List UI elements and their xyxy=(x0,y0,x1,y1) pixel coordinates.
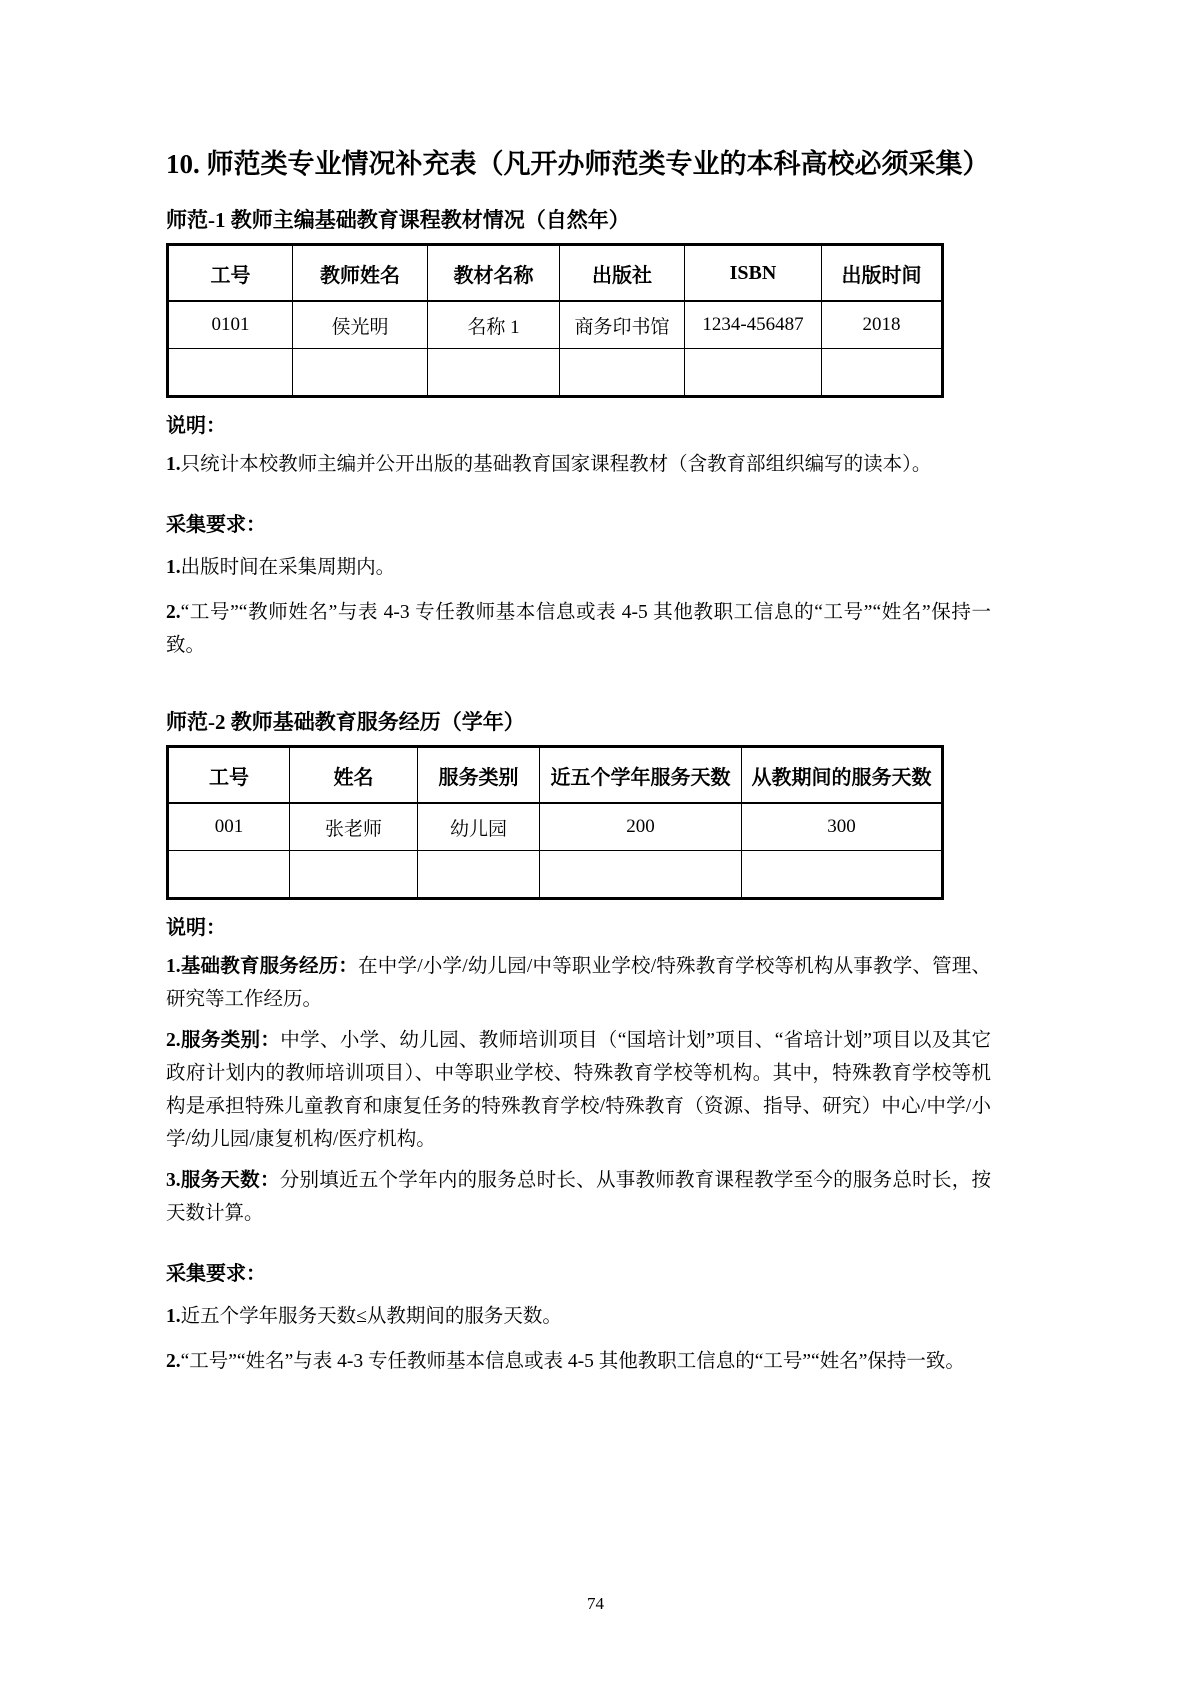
table1-cell: 1234-456487 xyxy=(685,301,822,349)
requirement-text: 出版时间在采集周期内。 xyxy=(180,557,396,578)
table1-cell xyxy=(685,349,822,397)
section1-requirement-item xyxy=(166,551,991,584)
requirement-text: “工号”“姓名”与表 4-3 专任教师基本信息或表 4-5 其他教职工信息的“工号”“姓名”保持一致。 xyxy=(180,1351,965,1372)
table1-row xyxy=(168,301,943,349)
section2-requirement-item xyxy=(166,1345,991,1378)
page-number: 74 xyxy=(587,1594,604,1613)
table2-column-header: 服务类别 xyxy=(418,747,540,804)
table2-cell xyxy=(418,851,540,899)
note-text: 分别填近五个学年内的服务总时长、从事教师教育课程教学至今的服务总时长，按天数计算。 xyxy=(166,1170,991,1224)
table1-cell xyxy=(428,349,560,397)
table1-header-row xyxy=(168,245,943,302)
requirement-lead: 1. xyxy=(166,1306,181,1327)
table-shifan1 xyxy=(166,243,944,398)
table2-column-header: 从教期间的服务天数 xyxy=(742,747,943,804)
table2-header-row xyxy=(168,747,943,804)
table2-row-empty xyxy=(168,851,943,899)
section1-note-item xyxy=(166,448,991,481)
table1-column-header: ISBN xyxy=(685,245,822,302)
requirement-lead: 2. xyxy=(166,1351,181,1372)
table1-row-empty xyxy=(168,349,943,397)
requirement-text: “工号”“教师姓名”与表 4-3 专任教师基本信息或表 4-5 其他教职工信息的“工号”“姓名”保持一致。 xyxy=(166,602,991,656)
table2-cell xyxy=(168,851,290,899)
table1-cell xyxy=(293,349,428,397)
note-text: 在中学/小学/幼儿园/中等职业学校/特殊教育学校等机构从事教学、管理、研究等工作经历。 xyxy=(166,956,991,1010)
table1-column-header: 教师姓名 xyxy=(293,245,428,302)
table1-cell: 名称 1 xyxy=(428,301,560,349)
table1-cell: 2018 xyxy=(822,301,943,349)
table2-row xyxy=(168,803,943,851)
table2-cell: 张老师 xyxy=(290,803,418,851)
table2-column-header: 姓名 xyxy=(290,747,418,804)
table2-column-header: 近五个学年服务天数 xyxy=(540,747,742,804)
section2-notes-label: 说明： xyxy=(166,917,226,939)
page-title: 10. 师范类专业情况补充表（凡开办师范类专业的本科高校必须采集） xyxy=(166,149,990,179)
section2-note-item xyxy=(166,950,991,1016)
table1-cell xyxy=(822,349,943,397)
section1-heading: 师范-1 教师主编基础教育课程教材情况（自然年） xyxy=(166,208,630,232)
section1-notes-label: 说明： xyxy=(166,415,226,437)
note-lead: 3.服务天数： xyxy=(166,1170,280,1191)
table1-cell: 商务印书馆 xyxy=(560,301,685,349)
requirement-text: 近五个学年服务天数≤从教期间的服务天数。 xyxy=(180,1306,562,1327)
section2-requirement-item xyxy=(166,1300,991,1333)
table2-cell xyxy=(290,851,418,899)
table1-cell xyxy=(168,349,293,397)
table1-column-header: 工号 xyxy=(168,245,293,302)
note-lead: 2.服务类别： xyxy=(166,1030,281,1051)
section2-note-item xyxy=(166,1024,991,1156)
table1-column-header: 教材名称 xyxy=(428,245,560,302)
table2-cell xyxy=(742,851,943,899)
section2-heading: 师范-2 教师基础教育服务经历（学年） xyxy=(166,710,525,734)
note-text: 只统计本校教师主编并公开出版的基础教育国家课程教材（含教育部组织编写的读本）。 xyxy=(180,454,932,475)
table1-cell xyxy=(560,349,685,397)
table2-cell xyxy=(540,851,742,899)
section1-requirements-label: 采集要求： xyxy=(166,514,266,536)
table1-column-header: 出版社 xyxy=(560,245,685,302)
section2-note-item xyxy=(166,1164,991,1230)
note-text: 中学、小学、幼儿园、教师培训项目（“国培计划”项目、“省培计划”项目以及其它政府计划内的教师培训项目）、中等职业学校、特殊教育学校等机构。其中，特殊教育学校等机构是承担特殊儿童教育和康复任务的特殊教育学校/特殊教育（资源、指导、研究）中心/中学/小学/幼儿园/康复机构/医疗机构。 xyxy=(166,1030,991,1150)
table2-column-header: 工号 xyxy=(168,747,290,804)
requirement-lead: 2. xyxy=(166,602,181,623)
table-shifan2 xyxy=(166,745,944,900)
table1-column-header: 出版时间 xyxy=(822,245,943,302)
requirement-lead: 1. xyxy=(166,557,181,578)
note-lead: 1.基础教育服务经历： xyxy=(166,956,359,977)
table2-cell: 300 xyxy=(742,803,943,851)
table1-cell: 侯光明 xyxy=(293,301,428,349)
note-lead: 1. xyxy=(166,454,181,475)
table1-cell: 0101 xyxy=(168,301,293,349)
section2-requirements-label: 采集要求： xyxy=(166,1263,266,1285)
table2-cell: 200 xyxy=(540,803,742,851)
section1-requirement-item xyxy=(166,596,991,662)
table2-cell: 001 xyxy=(168,803,290,851)
table2-cell: 幼儿园 xyxy=(418,803,540,851)
